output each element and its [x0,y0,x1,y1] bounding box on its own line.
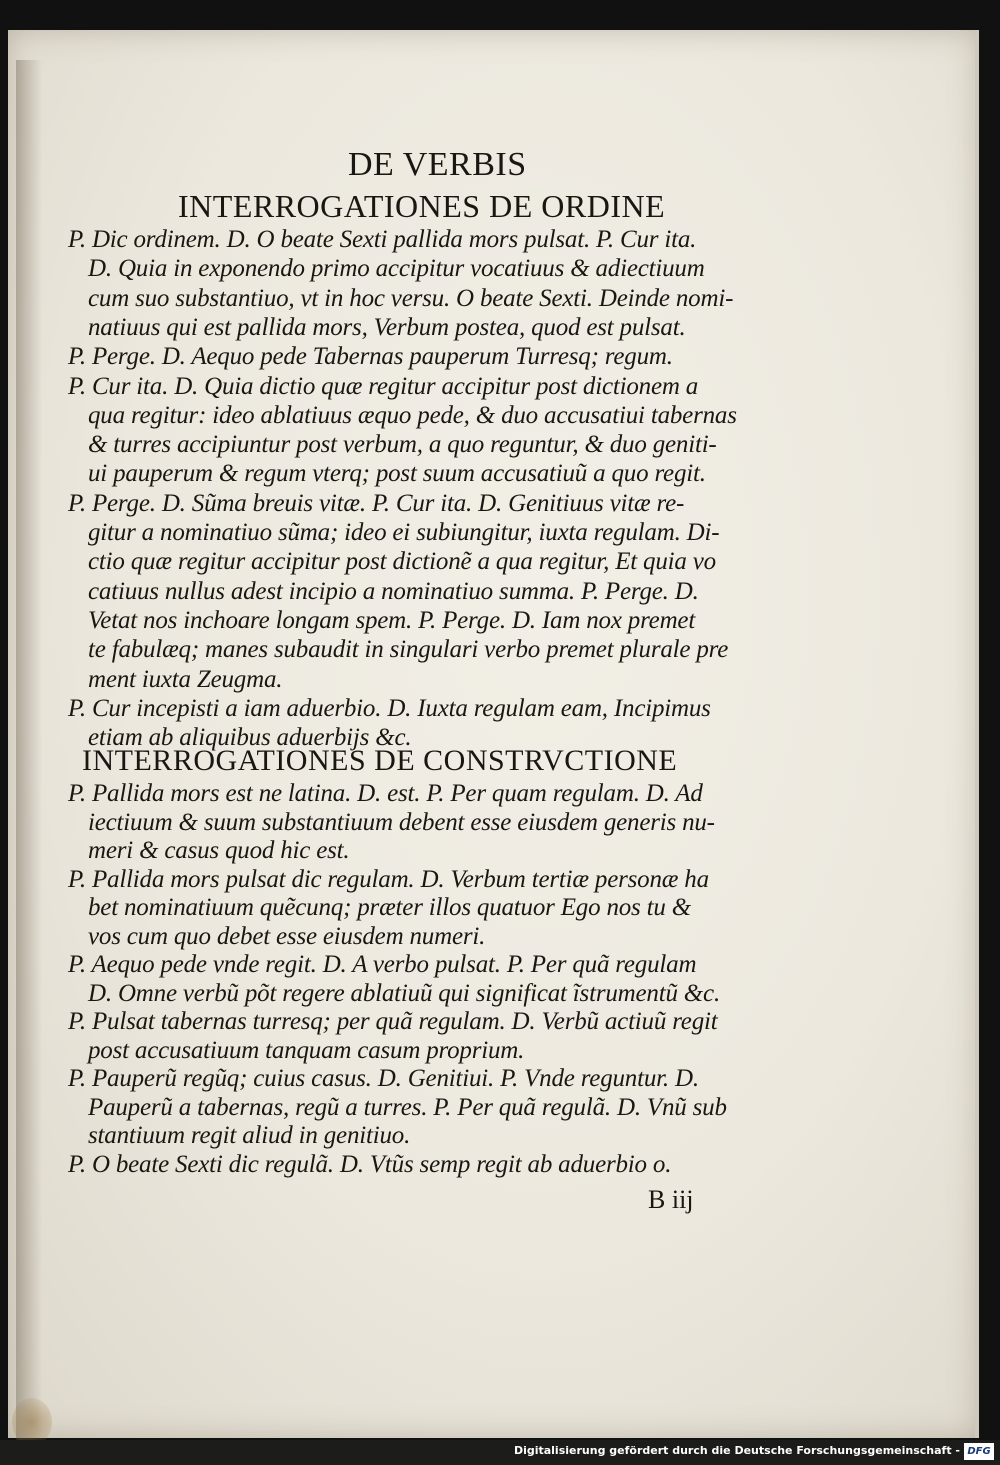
text-line: vos cum quo debet esse eiusdem numeri. [88,922,486,950]
text-line: P. O beate Sexti dic regulã. D. Vtũs semp regit ab aduerbio o. [68,1150,672,1178]
text-line: P. Pauperũ regũq; cuius casus. D. Genitiui. P. Vnde reguntur. D. [68,1065,699,1092]
page-gutter-shadow [16,60,42,1440]
text-line: meri & casus quod hic est. [88,837,350,864]
text-line: ui pauperum & regum vterq; post suum accusatiuũ a quo regit. [88,460,706,488]
text-line: D. Quia in exponendo primo accipitur vocatiuus & adiectiuum [88,255,705,283]
text-line: qua regitur: ideo ablatiuus æquo pede, & duo accusatiui tabernas [88,401,737,429]
text-line: P. Dic ordinem. D. O beate Sexti pallida mors pulsat. P. Cur ita. [68,226,697,253]
dfg-logo: DFG [964,1443,994,1460]
text-block [68,140,808,1250]
text-line: cum suo substantiuo, vt in hoc versu. O beate Sexti. Deinde nomi- [88,284,734,312]
section-heading-ordine: INTERROGATIONES DE ORDINE [178,188,666,224]
text-line: bet nominatiuum quẽcunq; præter illos quatuor Ego nos tu & [88,894,691,921]
text-line: natiuus qui est pallida mors, Verbum postea, quod est pulsat. [88,313,686,341]
text-line: P. Aequo pede vnde regit. D. A verbo pulsat. P. Per quã regulam [68,951,697,978]
text-line: iectiuum & suum substantiuum debent esse eiusdem generis nu- [88,808,715,836]
text-line: P. Pulsat tabernas turresq; per quã regulam. D. Verbũ actiuũ regit [68,1008,718,1035]
text-line: te fabulæq; manes subaudit in singulari verbo premet plurale pre [88,636,729,664]
text-line: P. Cur ita. D. Quia dictio quæ regitur accipitur post dictionem a [68,372,699,400]
signature-mark: B iij [648,1185,694,1214]
text-line: P. Pallida mors est ne latina. D. est. P. Per quam regulam. D. Ad [68,780,703,807]
text-line: gitur a nominatiuo sũma; ideo ei subiungitur, iuxta regulam. Di- [88,519,720,546]
text-line: P. Cur incepisti a iam aduerbio. D. Iuxta regulam eam, Incipimus [68,694,711,722]
text-line: & turres accipiuntur post verbum, a quo reguntur, & duo geniti- [88,431,717,459]
text-line: P. Pallida mors pulsat dic regulam. D. Verbum tertiæ personæ ha [68,865,709,893]
page-edge [975,30,979,1438]
book-page [8,30,978,1438]
section-heading-constructione: INTERROGATIONES DE CONSTRVCTIONE [82,744,678,777]
footer-bar [0,1440,1000,1465]
footer-credit: Digitalisierung gefördert durch die Deutsche Forschungsgemeinschaft - [513,1444,960,1457]
text-line: catiuus nullus adest incipio a nominatiuo summa. P. Perge. D. [88,577,699,605]
text-line: post accusatiuum tanquam casum proprium. [88,1036,525,1064]
page-stain [12,1398,52,1440]
text-line: Pauperũ a tabernas, regũ a turres. P. Per quã regulã. D. Vnũ sub [88,1093,727,1121]
text-line: P. Perge. D. Aequo pede Tabernas pauperum Turresq; regum. [68,343,673,371]
text-line: P. Perge. D. Sũma breuis vitæ. P. Cur ita. D. Genitiuus vitæ re- [68,489,685,517]
text-line: ctio quæ regitur accipitur post dictionẽ a qua regitur, Et quia vo [88,548,716,576]
text-line: stantiuum regit aliud in genitiuo. [88,1122,411,1149]
text-line: ment iuxta Zeugma. [88,665,283,693]
text-line: Vetat nos inchoare longam spem. P. Perge. D. Iam nox premet [88,606,696,634]
text-line: etiam ab aliquibus aduerbijs &c. [88,724,412,752]
page-heading: DE VERBIS [348,146,527,183]
text-line: D. Omne verbũ põt regere ablatiuũ qui significat ĩstrumentũ &c. [88,979,720,1007]
